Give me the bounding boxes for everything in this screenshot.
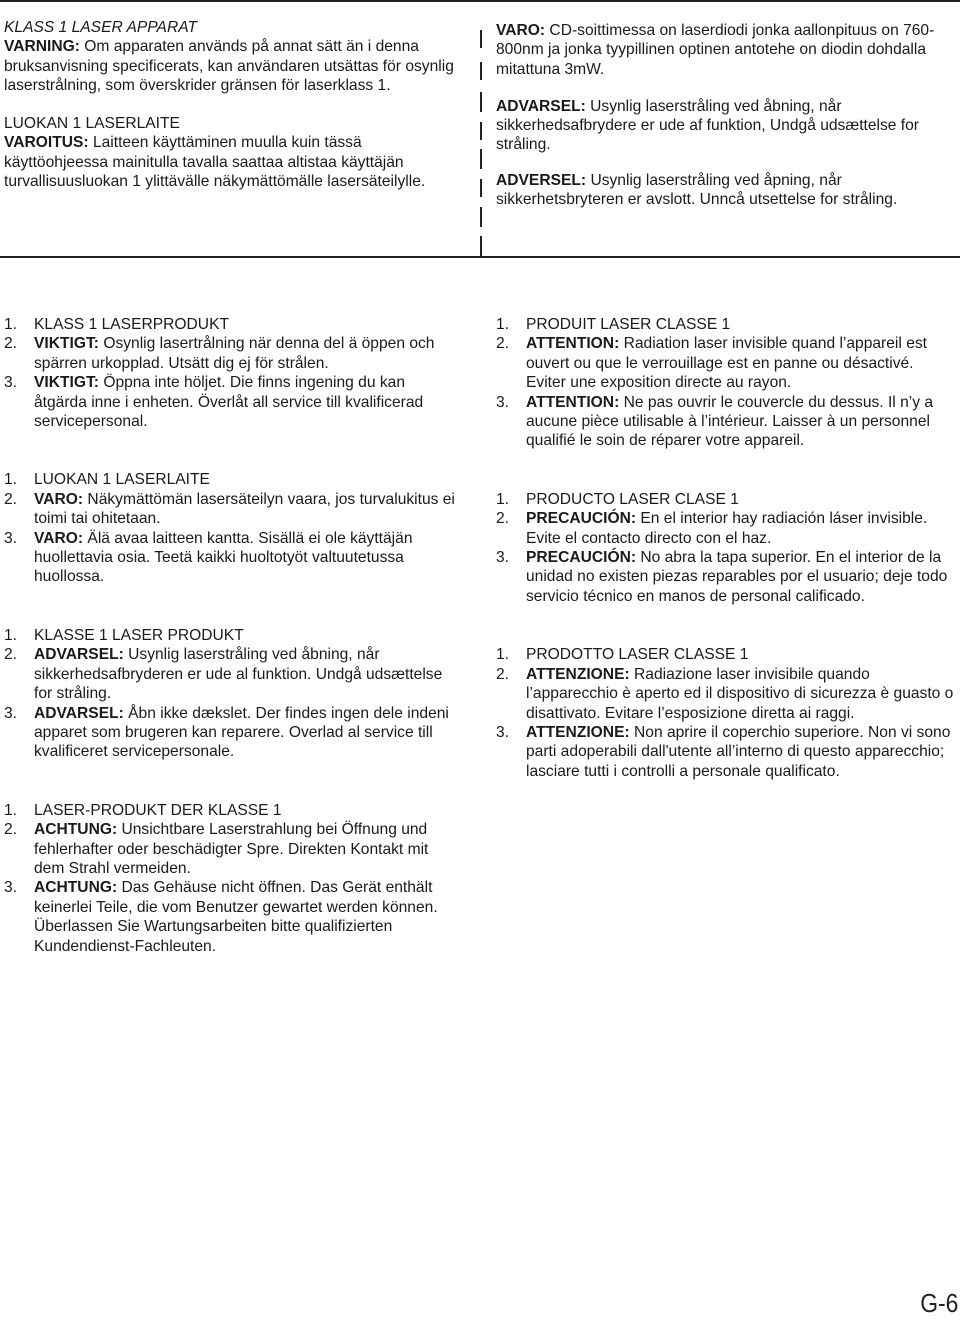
item-body: KLASSE 1 LASER PRODUKT <box>34 626 244 644</box>
item-text <box>34 626 460 645</box>
item-text <box>34 490 460 529</box>
item-text <box>526 548 956 606</box>
warning-item <box>4 529 460 587</box>
item-warning-label: ATTENZIONE: <box>526 723 630 741</box>
label-divider-segment <box>480 122 482 140</box>
fi-varo-text: CD-soittimessa on laserdiodi jonka aallonpituus on 760-800nm ja jonka tyypillinen optinen antotehe on diodin dohdalla mitattuna 3mW. <box>496 22 935 78</box>
item-number: 3. <box>496 393 510 411</box>
no-adversel-label: ADVERSEL: <box>496 171 587 189</box>
item-body: Unsichtbare Laserstrahlung bei Öffnung und fehlerhafter oder beschädigter Spre. Direkten Kontakt mit dem Strahl vermeiden. <box>34 821 429 877</box>
warning-item <box>4 704 460 762</box>
item-warning-label: ATTENTION: <box>526 335 620 353</box>
item-text <box>34 529 460 587</box>
item-text <box>526 334 956 392</box>
warning-item <box>4 373 460 431</box>
item-text <box>34 645 460 703</box>
label-divider-segment <box>480 92 482 112</box>
item-body: Non aprire il coperchio superiore. Non vi sono parti adoperabili dall'utente all’interno di questo apparecchio; lasciare tutti i controlli a personale qualificato. <box>526 723 951 780</box>
right-column <box>496 315 956 820</box>
item-text <box>34 878 460 956</box>
item-text <box>34 801 460 820</box>
item-number: 1. <box>4 626 18 644</box>
item-warning-label: VARO: <box>34 529 84 547</box>
item-body: En el interior hay radiación láser invisible. Evite el contacto directo con el haz. <box>526 510 928 547</box>
fi-varo-paragraph <box>496 21 956 79</box>
warning-section <box>4 801 460 956</box>
item-text <box>34 315 460 334</box>
warning-item <box>4 801 460 820</box>
item-number: 2. <box>496 510 510 528</box>
item-body: LUOKAN 1 LASERLAITE <box>34 471 210 489</box>
item-warning-label: ADVARSEL: <box>34 704 124 722</box>
item-number: 2. <box>4 646 18 664</box>
item-number: 2. <box>496 335 510 353</box>
label-divider-segment <box>480 236 482 256</box>
item-body: Usynlig laserstråling ved åbning, når sikkerhedsafbryderen er ude al funktion. Undgå udsættelse for stråling. <box>34 646 443 703</box>
item-text <box>34 373 460 431</box>
sv-warning-text: Om apparaten används på annat sätt än i denna bruksanvisning specificerats, kan användaren utsättas för osynlig laserstrålning, som överskrider gränsen för laserklass 1. <box>4 38 454 94</box>
item-body: LASER-PRODUKT DER KLASSE 1 <box>34 801 282 819</box>
item-number: 1. <box>4 471 18 489</box>
item-warning-label: VIKTIGT: <box>34 374 99 392</box>
warning-item <box>4 490 460 529</box>
fi-label-title: LUOKAN 1 LASERLAITE <box>4 115 180 133</box>
item-number: 2. <box>4 335 18 353</box>
warning-item <box>496 665 956 723</box>
item-body: KLASS 1 LASERPRODUKT <box>34 316 229 333</box>
da-advarsel-paragraph <box>496 97 956 155</box>
item-body: PRODUIT LASER CLASSE 1 <box>526 316 731 333</box>
item-warning-label: VIKTIGT: <box>34 335 99 353</box>
item-text <box>34 334 460 373</box>
item-text <box>34 820 460 878</box>
fi-warning-label: VAROITUS: <box>4 134 89 152</box>
item-body: Näkymättömän lasersäteilyn vaara, jos turvalukitus ei toimi tai ohitetaan. <box>34 490 455 528</box>
item-number: 1. <box>4 801 18 819</box>
item-warning-label: ADVARSEL: <box>34 646 124 664</box>
no-adversel-paragraph <box>496 171 956 210</box>
label-divider-segment <box>480 149 482 169</box>
warning-section <box>4 470 460 586</box>
item-warning-label: ATTENTION: <box>526 393 620 411</box>
item-warning-label: ATTENZIONE: <box>526 665 630 683</box>
item-body: No abra la tapa superior. En el interior de la unidad no existen piezas reparables por el usuario; deje todo servicio técnico en manos de personal calificado. <box>526 549 948 605</box>
fi-varo-label: VARO: <box>496 22 546 39</box>
item-body: Das Gehäuse nicht öffnen. Das Gerät enthält keinerlei Teile, die vom Benutzer gewartet werden können. Überlassen Sie Wartungsarbeiten bitte qualifizierten Kundendienst-Fachleuten. <box>34 879 438 955</box>
item-body: Öppna inte höljet. Die finns ingening du kan åtgärda inne i enheten. Överlåt all service till kvalificerad servicepersonal. <box>34 374 424 431</box>
page-number: G-6 <box>919 1288 958 1318</box>
item-warning-label: VARO: <box>34 490 84 508</box>
item-text <box>34 704 460 762</box>
sv-label-warning <box>4 37 464 95</box>
item-warning-label: PRECAUCIÓN: <box>526 510 637 528</box>
label-divider-segment <box>480 207 482 227</box>
warning-item <box>4 470 460 489</box>
item-text <box>526 665 956 723</box>
warning-item <box>496 723 956 781</box>
label-divider-segment <box>480 30 482 48</box>
warning-item <box>4 626 460 645</box>
label-divider-segment <box>480 62 482 80</box>
label-divider-segment <box>480 179 482 197</box>
item-text <box>526 509 956 548</box>
item-body: Osynlig lasertrålning när denna del ä öppen och spärren urkopplad. Utsätt dig ej för strålen. <box>34 335 435 372</box>
item-text <box>526 645 956 664</box>
warning-section <box>4 315 460 431</box>
item-number: 1. <box>4 316 18 333</box>
item-text <box>34 470 460 489</box>
warning-item <box>496 645 956 664</box>
item-number: 2. <box>4 490 18 508</box>
item-number: 1. <box>496 316 510 333</box>
item-number: 1. <box>496 646 510 664</box>
warning-item <box>496 490 956 509</box>
warning-section <box>496 645 956 781</box>
warning-item <box>4 334 460 373</box>
item-number: 3. <box>496 549 510 567</box>
warning-item <box>4 315 460 334</box>
warning-item <box>496 509 956 548</box>
warning-item <box>4 645 460 703</box>
item-number: 2. <box>496 665 510 683</box>
da-advarsel-text: Usynlig laserstråling ved åbning, når sikkerhedsafbrydere er ude af funktion, Undgå udsættelse for stråling. <box>496 97 920 154</box>
item-body: Radiation laser invisible quand l’appareil est ouvert ou que le verrouillage est en panne ou désactivé. Eviter une exposition directe au rayon. <box>526 335 927 392</box>
sv-label-title: KLASS 1 LASER APPARAT <box>4 19 197 36</box>
warning-item <box>496 393 956 451</box>
item-warning-label: PRECAUCIÓN: <box>526 549 637 567</box>
item-number: 3. <box>4 879 18 897</box>
item-number: 1. <box>496 490 510 508</box>
item-text <box>526 490 956 509</box>
item-text <box>526 315 956 334</box>
item-number: 2. <box>4 821 18 839</box>
item-body: Älä avaa laitteen kantta. Sisällä ei ole käyttäjän huollettavia osia. Teetä kaikki huoltotyöt valtuutetussa huollossa. <box>34 529 413 586</box>
item-number: 3. <box>4 529 18 547</box>
item-warning-label: ACHTUNG: <box>34 879 118 897</box>
warning-item <box>4 878 460 956</box>
item-body: Radiazione laser invisibile quando l’apparecchio è aperto ed il dispositivo di sicurezza è guasto o disattivato. Evitare l’esposizione diretta ai raggi. <box>526 665 954 722</box>
item-warning-label: ACHTUNG: <box>34 821 118 839</box>
item-number: 3. <box>496 723 510 741</box>
sv-warning-label: VARNING: <box>4 38 80 56</box>
left-column <box>4 315 460 995</box>
item-number: 3. <box>4 374 18 392</box>
warning-item <box>496 315 956 334</box>
label-box-right <box>496 21 956 209</box>
warning-item <box>4 820 460 878</box>
warning-item <box>496 334 956 392</box>
item-body: PRODOTTO LASER CLASSE 1 <box>526 646 749 664</box>
item-body: Ne pas ouvrir le couvercle du dessus. Il n’y a aucune pièce utilisable à l’intérieur. Laisser à un personnel qualifié le soin de réparer votre appareil. <box>526 393 934 450</box>
no-adversel-text: Usynlig laserstråling ved åpning, når sikkerhetsbryteren er avslott. Unncå utsettelse for stråling. <box>496 171 898 209</box>
item-number: 3. <box>4 704 18 722</box>
item-text <box>526 723 956 781</box>
da-advarsel-label: ADVARSEL: <box>496 97 586 115</box>
warning-section <box>496 490 956 606</box>
item-body: PRODUCTO LASER CLASE 1 <box>526 490 739 508</box>
item-body: Åbn ikke dækslet. Der findes ingen dele indeni apparet som brugeren kan reparere. Overlad al service till kvalificeret servicepersonale. <box>34 704 449 761</box>
warning-section <box>4 626 460 762</box>
warning-item <box>496 548 956 606</box>
warning-section <box>496 315 956 451</box>
fi-label-warning <box>4 133 464 191</box>
label-box-left <box>4 18 464 191</box>
fi-warning-text: Laitteen käyttäminen muulla kuin tässä käyttöohjeessa mainitulla tavalla saattaa altistaa käyttäjän turvallisuusluokan 1 ylittävälle näkymättömälle lasersäteilylle. <box>4 134 426 191</box>
item-text <box>526 393 956 451</box>
